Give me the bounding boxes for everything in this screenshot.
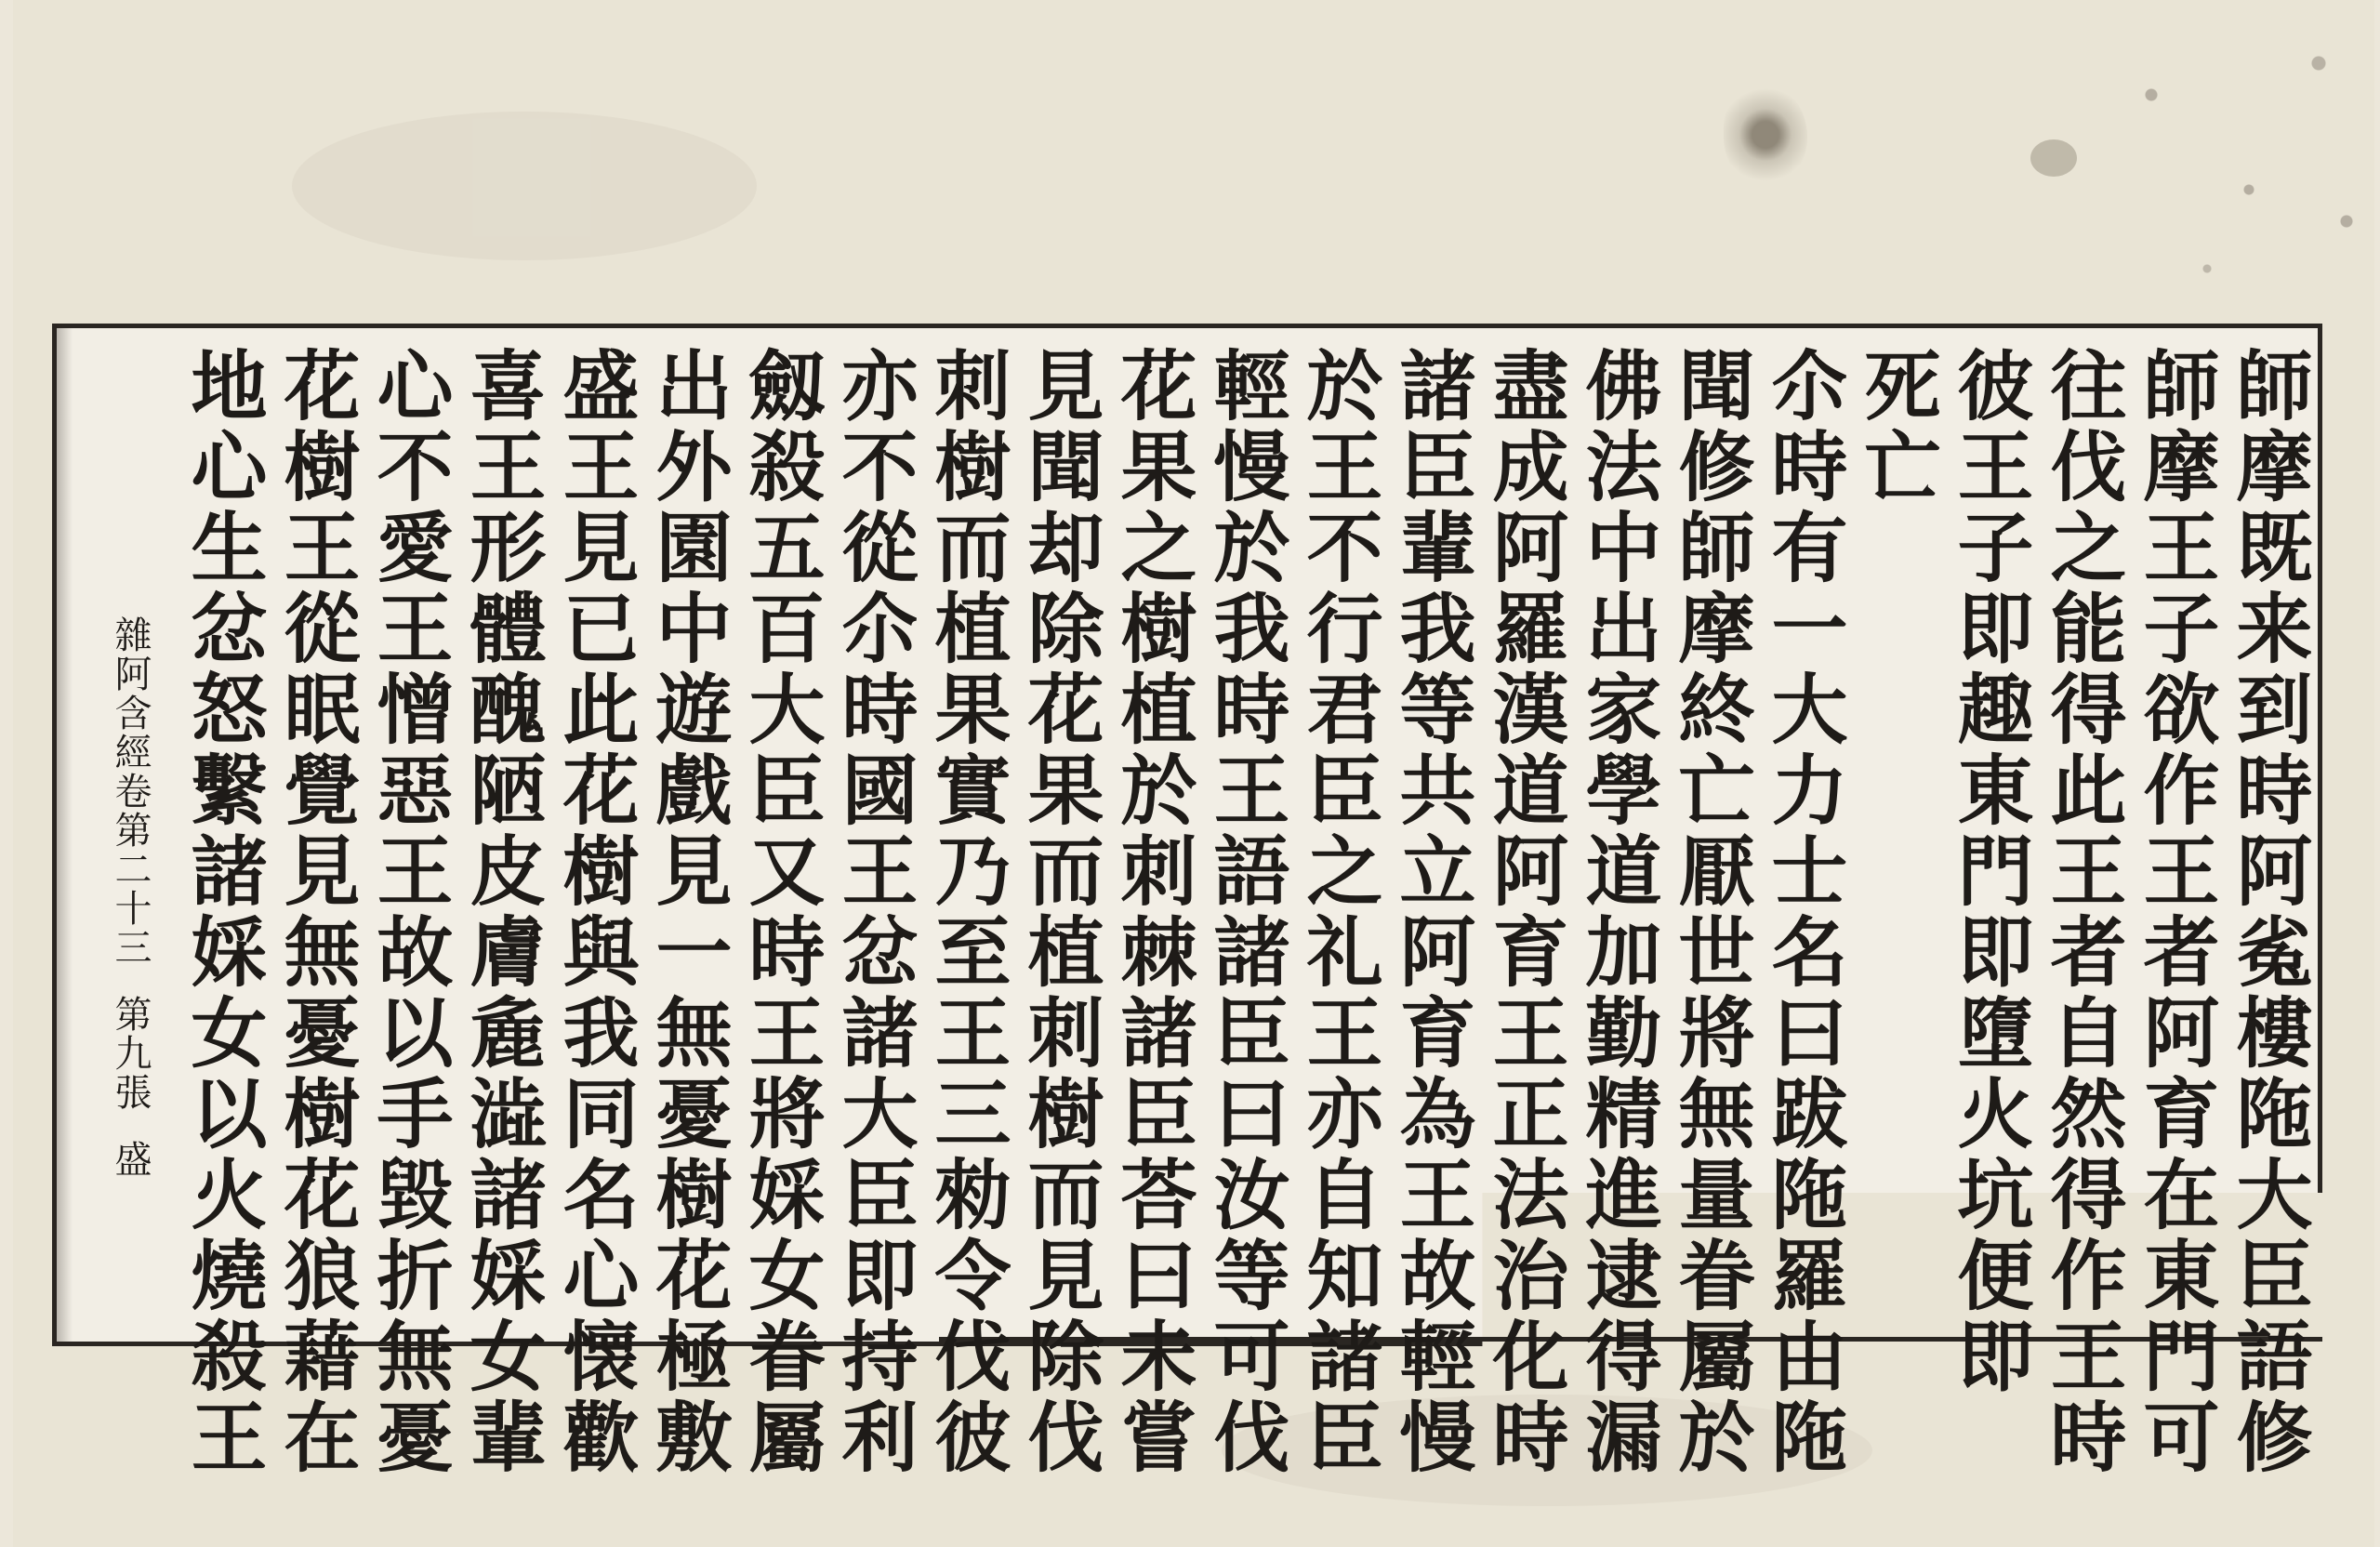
- text-column: 佛法中出家學道加勤精進逮得漏: [1573, 346, 1662, 1478]
- text-column: 喜王形體醜陋皮膚麁澁諸婇女輩: [457, 346, 547, 1478]
- text-column: 盡成阿羅漢道阿育王正法治化時: [1480, 346, 1569, 1478]
- text-column: 刺樹而植果實乃至王三勑令伐彼: [922, 346, 1012, 1478]
- ink-stain: [2030, 139, 2077, 177]
- text-column: 心不愛王憎惡王故以手毀折無憂: [364, 346, 454, 1478]
- block-edge-shadow: [52, 324, 73, 1346]
- text-column: 花果之樹植於刺棘諸臣荅曰未嘗: [1108, 346, 1197, 1478]
- text-column: 尒時有一大力士名曰跋陁羅由陁: [1759, 346, 1848, 1478]
- paper-mottle: [292, 112, 757, 260]
- text-column: 師摩王子欲作王者阿育在東門可: [2131, 346, 2220, 1478]
- text-column: 輕慢於我時王語諸臣曰汝等可伐: [1201, 346, 1290, 1478]
- scripture-text: [109, 346, 2315, 1478]
- footer-title: 雜阿含經卷第二十三: [109, 615, 152, 967]
- text-column: 亦不從尒時國王忿諸大臣即持利: [829, 346, 919, 1478]
- text-column: 死亡: [1852, 346, 1941, 508]
- footer-mark: 盛: [109, 1140, 152, 1179]
- text-column: 往伐之能得此王者自然得作王時: [2038, 346, 2127, 1478]
- text-column: 聞修師摩終亡厭世將無量眷屬於: [1666, 346, 1755, 1478]
- footer-column: [109, 346, 177, 1331]
- text-column: 見聞却除花果而植刺樹而見除伐: [1015, 346, 1104, 1478]
- text-column: 花樹王從眠覺見無憂樹花狼藉在: [271, 346, 361, 1478]
- text-column: 諸臣輩我等共立阿育為王故輕慢: [1387, 346, 1476, 1478]
- text-column: 地心生忿怒繫諸婇女以火燒殺王: [178, 346, 268, 1478]
- paper-damage: [2096, 0, 2374, 316]
- text-column: 劔殺五百大臣又時王將婇女眷屬: [736, 346, 826, 1478]
- text-column: 彼王子即趣東門即墮火坑便即: [1945, 346, 2034, 1397]
- text-column: 師摩既来到時阿㝹樓陁大臣語修: [2224, 346, 2313, 1478]
- text-column: 出外園中遊戲見一無憂樹花極敷: [643, 346, 733, 1478]
- ink-stain: [1724, 84, 1807, 186]
- footer-page: 第九張: [109, 995, 152, 1112]
- text-column: 盛王見已此花樹與我同名心懐歡: [550, 346, 640, 1478]
- text-column: 於王不行君臣之礼王亦自知諸臣: [1294, 346, 1383, 1478]
